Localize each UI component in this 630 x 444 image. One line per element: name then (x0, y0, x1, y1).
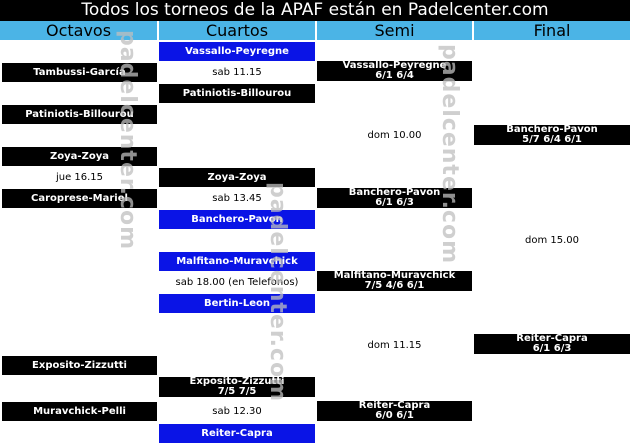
semi-banchero-pavon-name: Banchero-Pavon (348, 187, 441, 198)
semi-malfitano-muravchick-score: 7/5 4/6 6/1 (364, 280, 425, 291)
octavos-muravchick-pelli: Muravchick-Pelli (2, 402, 157, 421)
semi-reiter-capra (317, 401, 472, 421)
cuartos-zoya-zoya: Zoya-Zoya (159, 168, 315, 187)
octavos-patiniotis-billourou: Patiniotis-Billourou (2, 105, 157, 124)
final-reiter-capra-score: 6/1 6/3 (532, 343, 572, 354)
cuartos-malfitano-muravchick: Malfitano-Muravchick (159, 252, 315, 271)
cuartos-exposito-zizzutti-score: 7/5 7/5 (217, 386, 257, 397)
octavos-schedule: jue 16.15 (55, 172, 104, 183)
watermark-3: padelcenter.com (437, 44, 462, 265)
watermark-2: padelcenter.com (265, 182, 290, 403)
semi-malfitano-muravchick (317, 271, 472, 291)
semi-vassallo-peyregne-score: 6/1 6/4 (375, 70, 414, 81)
cuartos-bertin-leon: Bertin-Leon (159, 294, 315, 313)
page-title: Todos los torneos de la APAF están en Padelcenter.com (0, 0, 630, 21)
header-final: Final (474, 21, 630, 40)
semi-reiter-capra-name: Reiter-Capra (358, 400, 431, 411)
cuartos-schedule-3: sab 18.00 (en Telefonos) (175, 277, 299, 288)
semi-vassallo-peyregne (317, 61, 472, 81)
header-semi: Semi (317, 21, 472, 40)
cuartos-patiniotis-billourou: Patiniotis-Billourou (159, 84, 315, 103)
semi-schedule-2: dom 11.15 (367, 340, 422, 351)
cuartos-vassallo-peyregne: Vassallo-Peyregne (159, 42, 315, 61)
cuartos-banchero-pavon: Banchero-Pavon (159, 210, 315, 229)
cuartos-schedule-2: sab 13.45 (212, 193, 262, 204)
semi-banchero-pavon-score: 6/1 6/3 (375, 197, 414, 208)
final-banchero-pavon-score: 5/7 6/4 6/1 (522, 134, 582, 145)
cuartos-schedule-1: sab 11.15 (212, 67, 262, 78)
cuartos-exposito-zizzutti-name: Exposito-Zizzutti (189, 376, 285, 387)
semi-banchero-pavon (317, 188, 472, 208)
final-reiter-capra-name: Reiter-Capra (516, 333, 588, 344)
semi-malfitano-muravchick-name: Malfitano-Muravchick (333, 270, 456, 281)
semi-reiter-capra-score: 6/0 6/1 (375, 410, 414, 421)
cuartos-schedule-4: sab 12.30 (212, 406, 262, 417)
cuartos-reiter-capra: Reiter-Capra (159, 424, 315, 443)
octavos-tambussi-garcia: Tambussi-García (2, 63, 157, 82)
octavos-exposito-zizzutti: Exposito-Zizzutti (2, 356, 157, 375)
final-banchero-pavon-name: Banchero-Pavon (506, 124, 598, 135)
watermark-1: padelcenter.com (115, 30, 140, 251)
final-schedule: dom 15.00 (524, 235, 579, 246)
header-cuartos: Cuartos (159, 21, 315, 40)
cuartos-exposito-zizzutti (159, 377, 315, 397)
semi-vassallo-peyregne-name: Vassallo-Peyregne (342, 60, 447, 71)
final-banchero-pavon (474, 125, 630, 145)
header-octavos: Octavos (0, 21, 157, 40)
semi-schedule-1: dom 10.00 (367, 130, 422, 141)
final-reiter-capra (474, 334, 630, 354)
octavos-zoya-zoya: Zoya-Zoya (2, 147, 157, 166)
octavos-caroprese-mariel: Caroprese-Mariel (2, 189, 157, 208)
